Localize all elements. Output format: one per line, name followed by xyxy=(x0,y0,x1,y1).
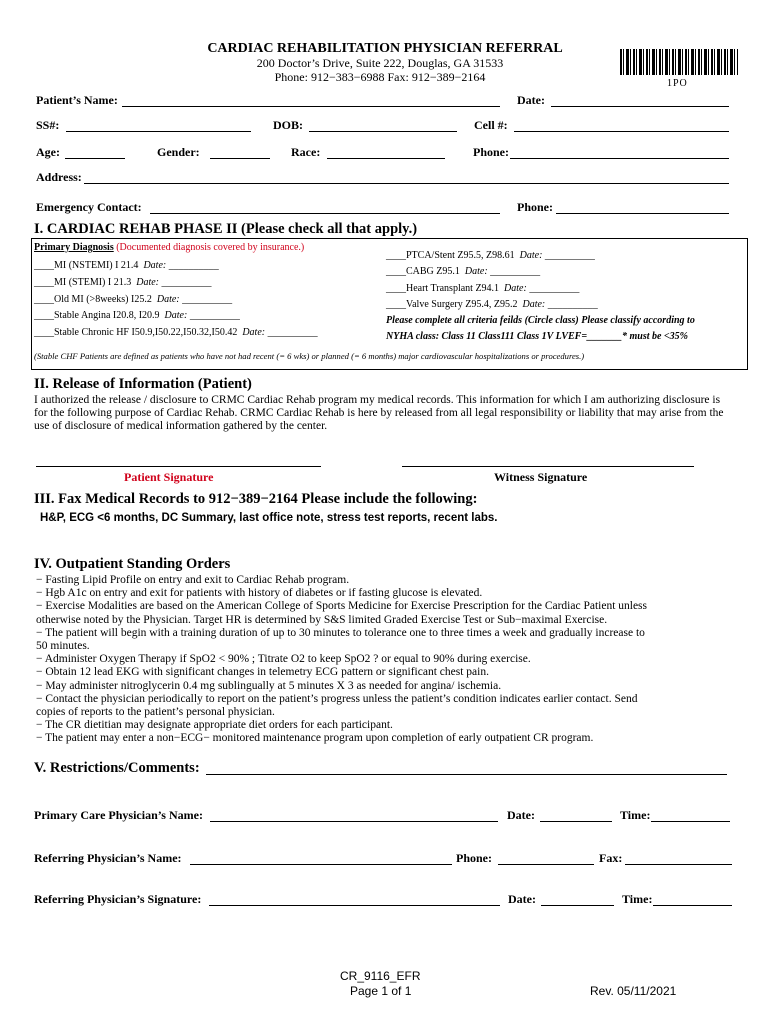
pcp-name-field[interactable] xyxy=(210,821,498,822)
order-dietitian: − The CR dietitian may designate appropriate diet orders for each participant. xyxy=(36,719,393,732)
address-label: Address: xyxy=(36,170,82,184)
order-nitroglycerin: − May administer nitroglycerin 0.4 mg sublingually at 5 minutes X 3 as needed for angina/ ischemia. xyxy=(36,679,502,692)
form-id: CR_9116_EFR xyxy=(340,969,421,983)
primary-diagnosis-label: Primary Diagnosis xyxy=(34,242,114,253)
referring-physician-name-field[interactable] xyxy=(190,864,452,865)
age-label: Age: xyxy=(36,145,60,159)
diagnosis-item-ptca[interactable]: ____PTCA/Stent Z95.5, Z98.61 Date: __________ xyxy=(386,250,595,261)
section-3-title: III. Fax Medical Records to 912−389−2164 Please include the following: xyxy=(34,491,478,507)
order-training-duration: − The patient will begin with a training duration of up to 30 minutes to tolerance one to three times a week and gradually increase to xyxy=(36,626,645,639)
address-field[interactable] xyxy=(84,183,729,184)
barcode-image xyxy=(620,49,738,75)
ss-field[interactable] xyxy=(66,131,251,132)
date-label: Date: xyxy=(517,93,545,107)
criteria-note: Please complete all criteria feilds (Circle class) Please classify according to xyxy=(386,315,695,326)
primary-diagnosis-note: (Documented diagnosis covered by insurance.) xyxy=(113,242,305,253)
referring-physician-name-label: Referring Physician’s Name: xyxy=(34,851,182,865)
referring-signature-field[interactable] xyxy=(209,905,500,906)
date-field[interactable] xyxy=(551,106,729,107)
signature-time-label: Time: xyxy=(622,892,653,906)
section-2-title: II. Release of Information (Patient) xyxy=(34,376,252,392)
referring-phone-field[interactable] xyxy=(498,864,594,865)
referring-fax-field[interactable] xyxy=(625,864,732,865)
section-5-title: V. Restrictions/Comments: xyxy=(34,760,200,776)
race-label: Race: xyxy=(291,145,321,159)
order-exercise-modalities-cont: otherwise noted by the Physician. Target HR is determined by S&S limited Graded Exercise Test or Sub−maximal Exercise. xyxy=(36,613,608,626)
section-1-title: I. CARDIAC REHAB PHASE II (Please check all that apply.) xyxy=(34,221,418,237)
diagnosis-item-stemi[interactable]: ____MI (STEMI) I 21.3 Date: __________ xyxy=(34,277,212,288)
phone-label: Phone: xyxy=(473,145,509,159)
clinic-phone-fax: Phone: 912−383−6988 Fax: 912−389−2164 xyxy=(274,70,486,84)
ss-label: SS#: xyxy=(36,118,60,132)
order-training-duration-cont: 50 minutes. xyxy=(36,640,90,653)
pcp-time-label: Time: xyxy=(620,808,651,822)
order-contact-physician: − Contact the physician periodically to report on the patient’s progress unless the patient’s condition indicates earlier contact. Send xyxy=(36,692,638,705)
referring-signature-label: Referring Physician’s Signature: xyxy=(34,892,202,906)
signature-date-field[interactable] xyxy=(541,905,614,906)
signature-time-field[interactable] xyxy=(653,905,732,906)
signature-date-label: Date: xyxy=(508,892,536,906)
dob-label: DOB: xyxy=(273,118,303,132)
clinic-address: 200 Doctor’s Drive, Suite 222, Douglas, GA 31533 xyxy=(256,56,504,70)
pcp-name-label: Primary Care Physician’s Name: xyxy=(34,808,203,822)
fax-records-list: H&P, ECG <6 months, DC Summary, last office note, stress test reports, recent labs. xyxy=(40,512,498,524)
patient-signature-field[interactable] xyxy=(36,466,321,467)
dob-field[interactable] xyxy=(309,131,457,132)
pcp-date-field[interactable] xyxy=(540,821,612,822)
diagnosis-item-heart-transplant[interactable]: ____Heart Transplant Z94.1 Date: __________ xyxy=(386,283,580,294)
cell-field[interactable] xyxy=(514,131,729,132)
diagnosis-item-old-mi[interactable]: ____Old MI (>8weeks) I25.2 Date: __________ xyxy=(34,294,233,305)
order-lipid-profile: − Fasting Lipid Profile on entry and exit to Cardiac Rehab program. xyxy=(36,574,350,586)
patient-signature-label: Patient Signature xyxy=(124,470,214,484)
pcp-date-label: Date: xyxy=(507,808,535,822)
patient-name-field[interactable] xyxy=(122,106,500,107)
emergency-contact-field[interactable] xyxy=(150,213,500,214)
diagnosis-item-stable-angina[interactable]: ____Stable Angina I20.8, I20.9 Date: __________ xyxy=(34,310,240,321)
order-exercise-modalities: − Exercise Modalities are based on the American College of Sports Medicine for Exercise Prescription for the Cardiac Patient unless xyxy=(36,600,648,613)
order-maintenance-program: − The patient may enter a non−ECG− monitored maintenance program upon completion of early outpatient CR program. xyxy=(36,732,594,745)
referring-fax-label: Fax: xyxy=(599,851,623,865)
release-text: I authorized the release / disclosure to CRMC Cardiac Rehab program my medical records. This information for which I am authorizing disclosure is for the following purpose of Cardiac Rehab. CRMC Cardiac Rehab is here by released from all legal responsibility or liability that may arise from the use of disclosure of medical information gathered by the center. xyxy=(34,394,724,433)
diagnosis-item-cabg[interactable]: ____CABG Z95.1 Date: __________ xyxy=(386,266,541,277)
restrictions-field[interactable] xyxy=(206,774,727,775)
emergency-contact-label: Emergency Contact: xyxy=(36,200,142,214)
race-field[interactable] xyxy=(327,158,445,159)
patient-name-label: Patient’s Name: xyxy=(36,93,118,107)
pcp-time-field[interactable] xyxy=(651,821,730,822)
order-ekg: − Obtain 12 lead EKG with significant changes in telemetry ECG pattern or significant chest pain. xyxy=(36,666,489,679)
gender-field[interactable] xyxy=(210,158,270,159)
primary-diagnosis-heading xyxy=(34,242,304,253)
order-oxygen-therapy: − Administer Oxygen Therapy if SpO2 < 90% ; Titrate O2 to keep SpO2 ? or equal to 90% during exercise. xyxy=(36,653,531,666)
form-title: CARDIAC REHABILITATION PHYSICIAN REFERRAL xyxy=(207,41,563,56)
revision-date: Rev. 05/11/2021 xyxy=(590,984,677,998)
emergency-phone-field[interactable] xyxy=(556,213,729,214)
diagnosis-item-chronic-hf[interactable]: ____Stable Chronic HF I50.9,I50.22,I50.32,I50.42 Date: __________ xyxy=(34,327,318,338)
order-contact-physician-cont: copies of reports to the patient’s personal physician. xyxy=(36,706,275,719)
emergency-phone-label: Phone: xyxy=(517,200,553,214)
barcode-label: 1PO xyxy=(667,78,688,89)
age-field[interactable] xyxy=(65,158,125,159)
witness-signature-field[interactable] xyxy=(402,466,694,467)
gender-label: Gender: xyxy=(157,145,200,159)
witness-signature-label: Witness Signature xyxy=(494,470,588,484)
nyha-class-line[interactable]: NYHA class: Class 11 Class111 Class 1V LVEF=_______* must be <35% xyxy=(386,331,689,342)
page-number: Page 1 of 1 xyxy=(350,984,412,998)
section-4-title: IV. Outpatient Standing Orders xyxy=(34,556,231,572)
referring-phone-label: Phone: xyxy=(456,851,492,865)
cell-label: Cell #: xyxy=(474,118,508,132)
diagnosis-item-valve-surgery[interactable]: ____Valve Surgery Z95.4, Z95.2 Date: __________ xyxy=(386,299,598,310)
phone-field[interactable] xyxy=(510,158,729,159)
diagnosis-item-nstemi[interactable]: ____MI (NSTEMI) I 21.4 Date: __________ xyxy=(34,260,219,271)
standing-orders-list xyxy=(36,574,736,746)
order-hgb-a1c: − Hgb A1c on entry and exit for patients with history of diabetes or if fasting glucose is elevated. xyxy=(36,587,483,600)
stable-chf-note: (Stable CHF Patients are defined as patients who have not had recent (= 6 wks) or planned (= 6 months) major cardiovascular hospitalizations or procedures.) xyxy=(34,351,585,361)
